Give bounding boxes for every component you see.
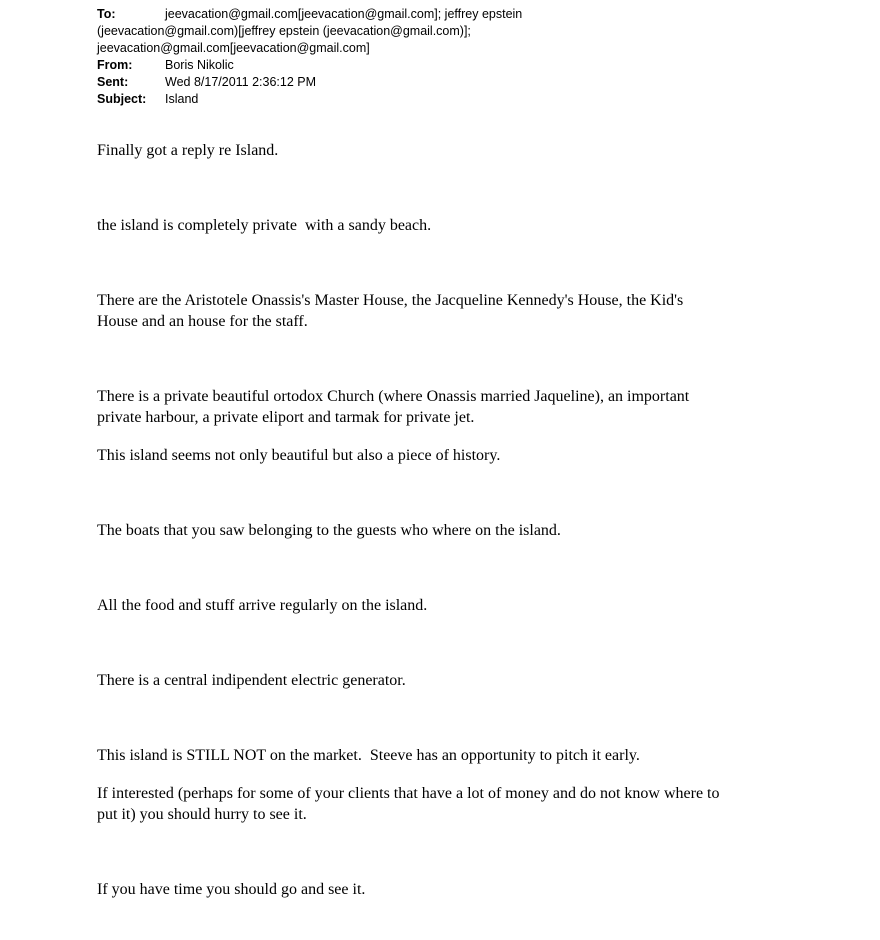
to-value-line-1: jeevacation@gmail.com[jeevacation@gmail.com]; jeffrey epstein — [165, 7, 523, 21]
body-paragraph: If you have time you should go and see it. — [97, 881, 366, 898]
header-subject-row — [97, 91, 795, 108]
body-paragraph: There are the Aristotele Onassis's Master House, the Jacqueline Kennedy's House, the Kid's House and an house for the staff. — [97, 292, 684, 330]
email-body — [97, 140, 807, 900]
body-paragraph: Finally got a reply re Island. — [97, 142, 279, 159]
to-value-line-3: jeevacation@gmail.com[jeevacation@gmail.com] — [97, 41, 370, 55]
from-value: Boris Nikolic — [165, 58, 234, 72]
header-to-row — [97, 6, 795, 23]
sent-label: Sent: — [97, 75, 129, 89]
to-label: To: — [97, 7, 116, 21]
email-header — [97, 6, 795, 108]
header-from-row — [97, 57, 795, 74]
to-value-line-2: (jeevacation@gmail.com)[jeffrey epstein (jeevacation@gmail.com)]; — [97, 24, 471, 38]
body-paragraph: There is a private beautiful ortodox Church (where Onassis married Jaqueline), an important private harbour, a private eliport and tarmak for private jet. — [97, 388, 690, 426]
sent-value: Wed 8/17/2011 2:36:12 PM — [165, 75, 317, 89]
body-paragraph: This island is STILL NOT on the market. Steeve has an opportunity to pitch it early. — [97, 747, 640, 764]
body-paragraph: If interested (perhaps for some of your clients that have a lot of money and do not know where to put it) you should hurry to see it. — [97, 785, 720, 823]
body-paragraph: the island is completely private with a sandy beach. — [97, 217, 432, 234]
subject-value: Island — [165, 92, 199, 106]
body-paragraph: All the food and stuff arrive regularly on the island. — [97, 597, 428, 614]
body-paragraph: The boats that you saw belonging to the guests who where on the island. — [97, 522, 561, 539]
body-paragraph: There is a central indipendent electric generator. — [97, 672, 406, 689]
subject-label: Subject: — [97, 92, 147, 106]
body-paragraph: This island seems not only beautiful but also a piece of history. — [97, 447, 501, 464]
header-sent-row — [97, 74, 795, 91]
from-label: From: — [97, 58, 133, 72]
